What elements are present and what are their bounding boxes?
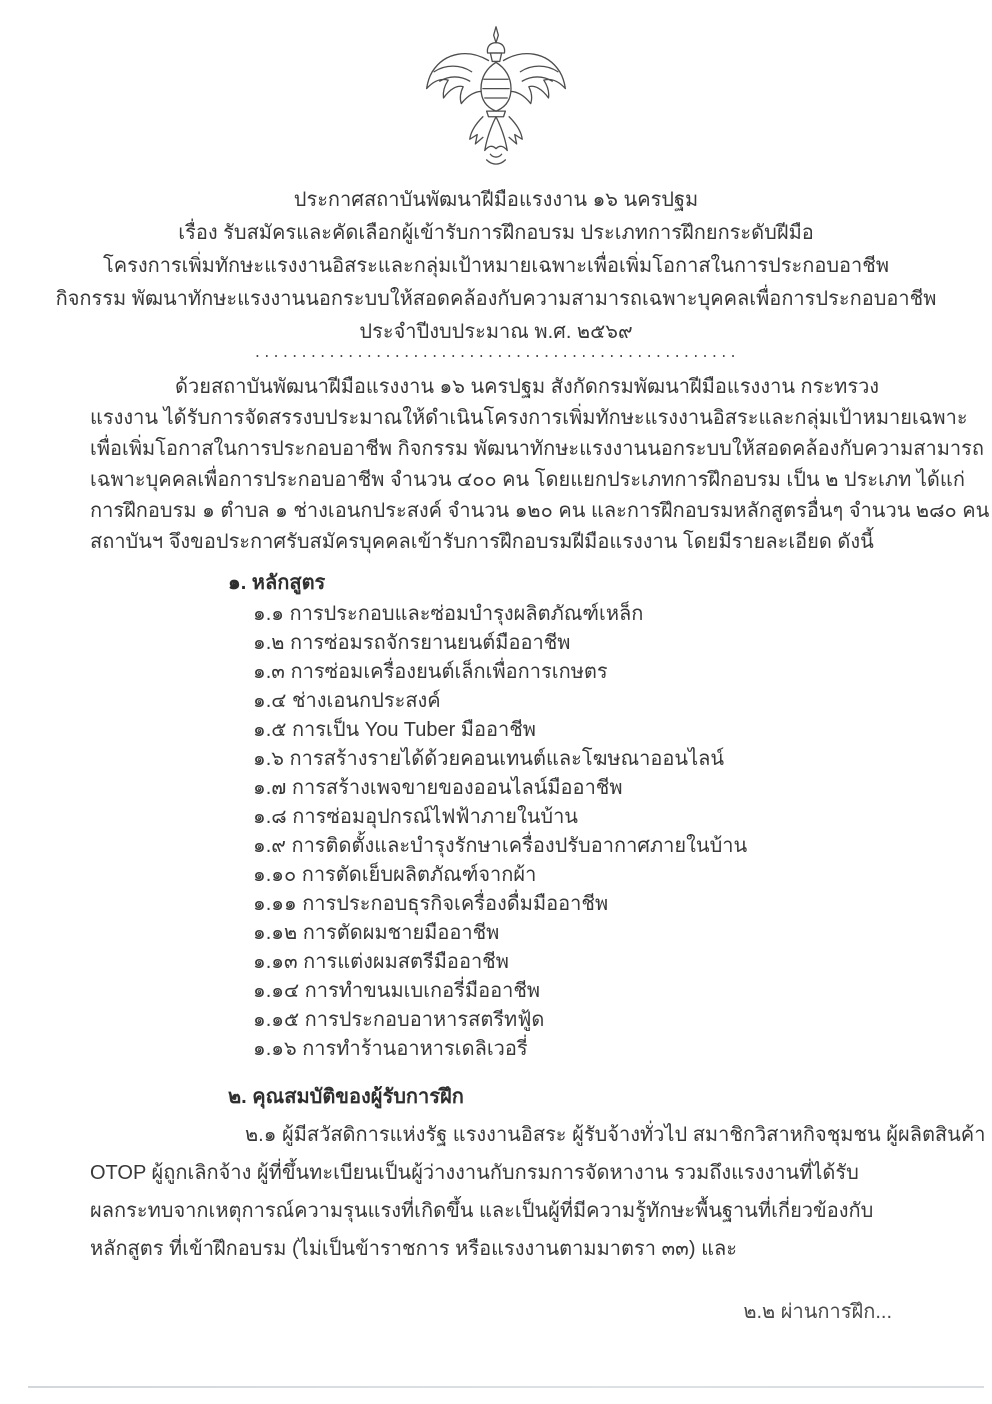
- title-line-2: เรื่อง รับสมัครและคัดเลือกผู้เข้ารับการฝึกอบรม ประเภทการฝึกยกระดับฝีมือ: [178, 222, 814, 244]
- course-item-1-15: ๑.๑๕ การประกอบอาหารสตรีทฟู้ด: [253, 1009, 545, 1031]
- dotted-separator: ....................................................: [253, 346, 739, 361]
- intro-line: สถาบันฯ จึงขอประกาศรับสมัครบุคคลเข้ารับการฝึกอบรมฝีมือแรงงาน โดยมีรายละเอียด ดังนี้: [90, 531, 874, 553]
- course-item-1-1: ๑.๑ การประกอบและซ่อมบำรุงผลิตภัณฑ์เหล็ก: [253, 603, 644, 625]
- title-line-5: ประจำปีงบประมาณ พ.ศ. ๒๕๖๙: [359, 321, 633, 343]
- page-continuation-text: ๒.๒ ผ่านการฝึก...: [743, 1301, 892, 1323]
- course-item-1-8: ๑.๘ การซ่อมอุปกรณ์ไฟฟ้าภายในบ้าน: [253, 806, 578, 828]
- course-item-1-2: ๑.๒ การซ่อมรถจักรยานยนต์มืออาชีพ: [253, 632, 571, 654]
- garuda-emblem: [0, 22, 992, 174]
- clause-2-1-line: OTOP ผู้ถูกเลิกจ้าง ผู้ที่ขึ้นทะเบียนเป็นผู้ว่างงานกับกรมการจัดหางาน รวมถึงแรงงานที่ได้รับ: [90, 1162, 859, 1184]
- title-line-3: โครงการเพิ่มทักษะแรงงานอิสระและกลุ่มเป้าหมายเฉพาะเพื่อเพิ่มโอกาสในการประกอบอาชีพ: [102, 255, 890, 277]
- course-item-1-12: ๑.๑๒ การตัดผมชายมืออาชีพ: [253, 922, 500, 944]
- intro-line: แรงงาน ได้รับการจัดสรรงบประมาณให้ดำเนินโครงการเพิ่มทักษะแรงงานอิสระและกลุ่มเป้าหมายเฉพาะ: [90, 407, 968, 429]
- course-item-1-9: ๑.๙ การติดตั้งและบำรุงรักษาเครื่องปรับอากาศภายในบ้าน: [253, 835, 748, 857]
- course-item-1-6: ๑.๖ การสร้างรายได้ด้วยคอนเทนต์และโฆษณาออนไลน์: [253, 748, 725, 770]
- title-line-4: กิจกรรม พัฒนาทักษะแรงงานนอกระบบให้สอดคล้องกับความสามารถเฉพาะบุคคลเพื่อการประกอบอาชีพ: [55, 288, 937, 310]
- course-item-1-13: ๑.๑๓ การแต่งผมสตรีมืออาชีพ: [253, 951, 509, 973]
- course-item-1-7: ๑.๗ การสร้างเพจขายของออนไลน์มืออาชีพ: [253, 777, 623, 799]
- section-1-heading: ๑. หลักสูตร: [228, 572, 326, 594]
- intro-line: เฉพาะบุคคลเพื่อการประกอบอาชีพ จำนวน ๔๐๐ คน โดยแยกประเภทการฝึกอบรม เป็น ๒ ประเภท ได้แก่: [90, 469, 965, 491]
- intro-line: การฝึกอบรม ๑ ตำบล ๑ ช่างเอนกประสงค์ จำนวน ๑๒๐ คน และการฝึกอบรมหลักสูตรอื่นๆ จำนวน ๒๘๐ คน: [90, 500, 990, 522]
- section-2-heading: ๒. คุณสมบัติของผู้รับการฝึก: [228, 1086, 464, 1108]
- clause-2-1-line: ๒.๑ ผู้มีสวัสดิการแห่งรัฐ แรงงานอิสระ ผู้รับจ้างทั่วไป สมาชิกวิสาหกิจชุมชน ผู้ผลิตสินค้า: [245, 1124, 986, 1146]
- course-item-1-4: ๑.๔ ช่างเอนกประสงค์: [253, 690, 441, 712]
- course-item-1-11: ๑.๑๑ การประกอบธุรกิจเครื่องดื่มมืออาชีพ: [253, 893, 609, 915]
- intro-paragraph: [90, 372, 990, 558]
- course-item-1-14: ๑.๑๔ การทำขนมเบเกอรี่มืออาชีพ: [253, 980, 541, 1002]
- garuda-icon: [421, 22, 571, 174]
- title-line-1: ประกาศสถาบันพัฒนาฝีมือแรงงาน ๑๖ นครปฐม: [293, 189, 699, 211]
- clause-2-1-line: ผลกระทบจากเหตุการณ์ความรุนแรงที่เกิดขึ้น และเป็นผู้ที่มีความรู้ทักษะพื้นฐานที่เกี่ยวข้องกับ: [90, 1200, 874, 1222]
- announcement-title: [46, 184, 946, 349]
- intro-line: ด้วยสถาบันพัฒนาฝีมือแรงงาน ๑๖ นครปฐม สังกัดกรมพัฒนาฝีมือแรงงาน กระทรวง: [175, 376, 880, 398]
- scan-edge-line: [28, 1386, 984, 1388]
- course-item-1-10: ๑.๑๐ การตัดเย็บผลิตภัณฑ์จากผ้า: [253, 864, 537, 886]
- clause-2-1-line: หลักสูตร ที่เข้าฝึกอบรม (ไม่เป็นข้าราชการ หรือแรงงานตามมาตรา ๓๓) และ: [90, 1238, 737, 1260]
- course-list: [253, 600, 747, 1064]
- course-item-1-3: ๑.๓ การซ่อมเครื่องยนต์เล็กเพื่อการเกษตร: [253, 661, 608, 683]
- clause-2-1: [90, 1116, 986, 1268]
- course-item-1-5: ๑.๕ การเป็น You Tuber มืออาชีพ: [253, 719, 536, 741]
- intro-line: เพื่อเพิ่มโอกาสในการประกอบอาชีพ กิจกรรม พัฒนาทักษะแรงงานนอกระบบให้สอดคล้องกับความสามารถ: [90, 438, 984, 460]
- course-item-1-16: ๑.๑๖ การทำร้านอาหารเดลิเวอรี่: [253, 1038, 528, 1060]
